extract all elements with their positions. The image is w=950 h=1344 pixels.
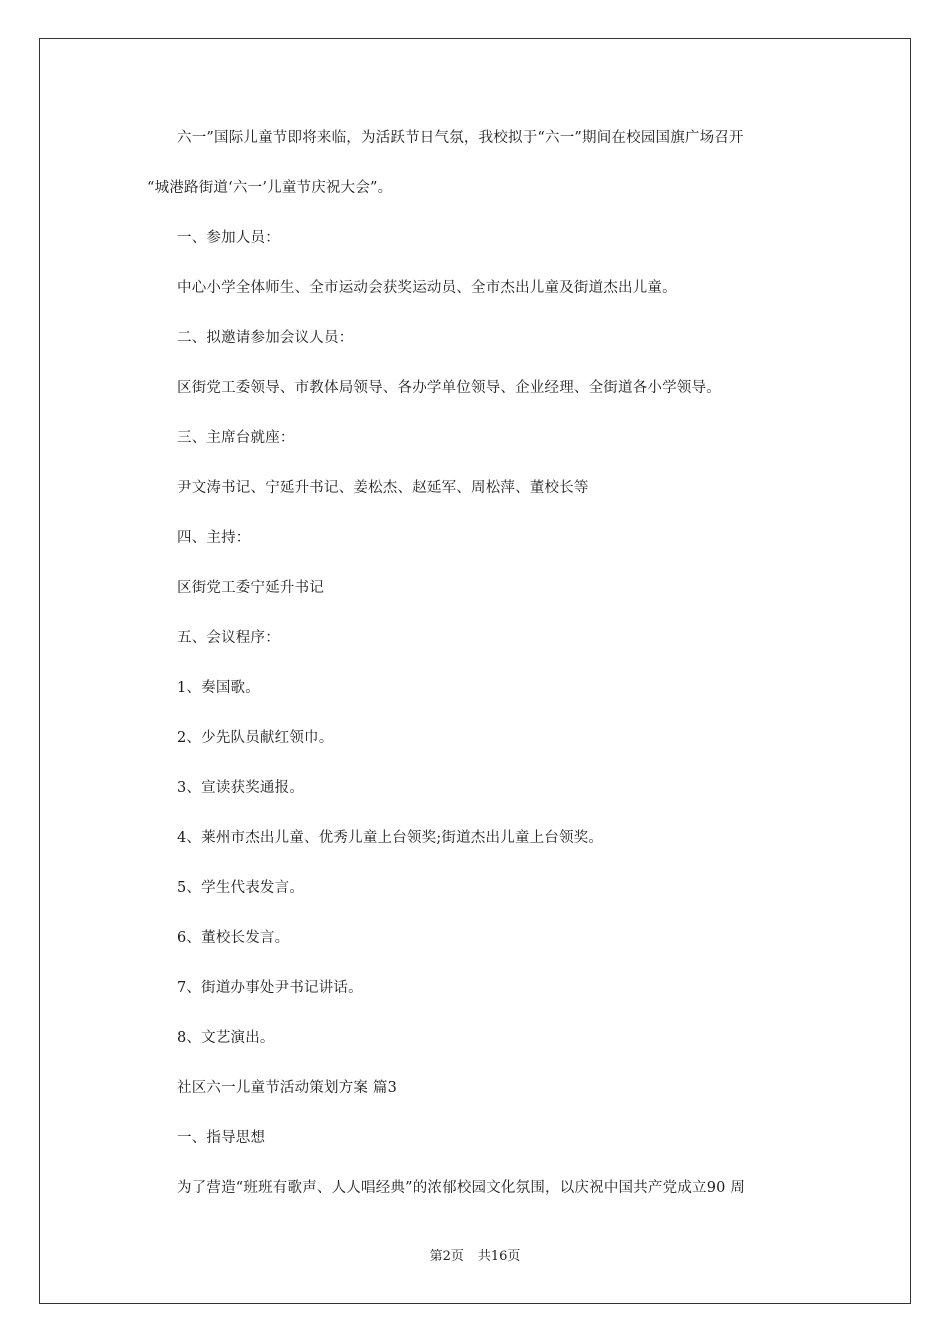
paragraph-host: 区街党工委宁延升书记 [177, 580, 324, 596]
paragraph-podium: 尹文涛书记、宁延升书记、姜松杰、赵延军、周松萍、董校长等 [177, 480, 589, 496]
page-border [39, 38, 911, 1304]
page-number: 第2页 [429, 1249, 464, 1264]
section-heading-guiding-ideology: 一、指导思想 [177, 1130, 266, 1146]
agenda-item: 4、莱州市杰出儿童、优秀儿童上台领奖;街道杰出儿童上台领奖。 [177, 830, 604, 846]
agenda-item: 6、董校长发言。 [177, 930, 290, 946]
paragraph-invitees: 区街党工委领导、市教体局领导、各办学单位领导、企业经理、全街道各小学领导。 [177, 380, 721, 396]
agenda-item: 2、少先队员献红领巾。 [177, 730, 334, 746]
agenda-item: 8、文艺演出。 [177, 1030, 275, 1046]
agenda-item: 3、宣读获奖通报。 [177, 780, 305, 796]
section-heading-host: 四、主持： [177, 530, 251, 546]
agenda-item: 1、奏国歌。 [177, 680, 260, 696]
paragraph-participants: 中心小学全体师生、全市运动会获奖运动员、全市杰出儿童及街道杰出儿童。 [177, 280, 677, 296]
page-footer [0, 1248, 950, 1266]
agenda-item: 7、街道办事处尹书记讲话。 [177, 980, 363, 996]
plan-title: 社区六一儿童节活动策划方案 篇3 [177, 1080, 398, 1096]
section-heading-participants: 一、参加人员： [177, 230, 280, 246]
section-heading-invitees: 二、拟邀请参加会议人员： [177, 330, 354, 346]
paragraph-intro-continued: “城港路街道‘六一’儿童节庆祝大会”。 [147, 180, 393, 196]
agenda-item: 5、学生代表发言。 [177, 880, 305, 896]
section-heading-podium: 三、主席台就座： [177, 430, 295, 446]
page-total: 共16页 [477, 1249, 521, 1264]
paragraph-intro: 六一”国际儿童节即将来临，为活跃节日气氛，我校拟于“六一”期间在校园国旗广场召开 [177, 130, 744, 146]
paragraph-guiding-ideology: 为了营造“班班有歌声、人人唱经典”的浓郁校园文化氛围，以庆祝中国共产党成立90 周 [177, 1180, 746, 1196]
section-heading-agenda: 五、会议程序： [177, 630, 280, 646]
